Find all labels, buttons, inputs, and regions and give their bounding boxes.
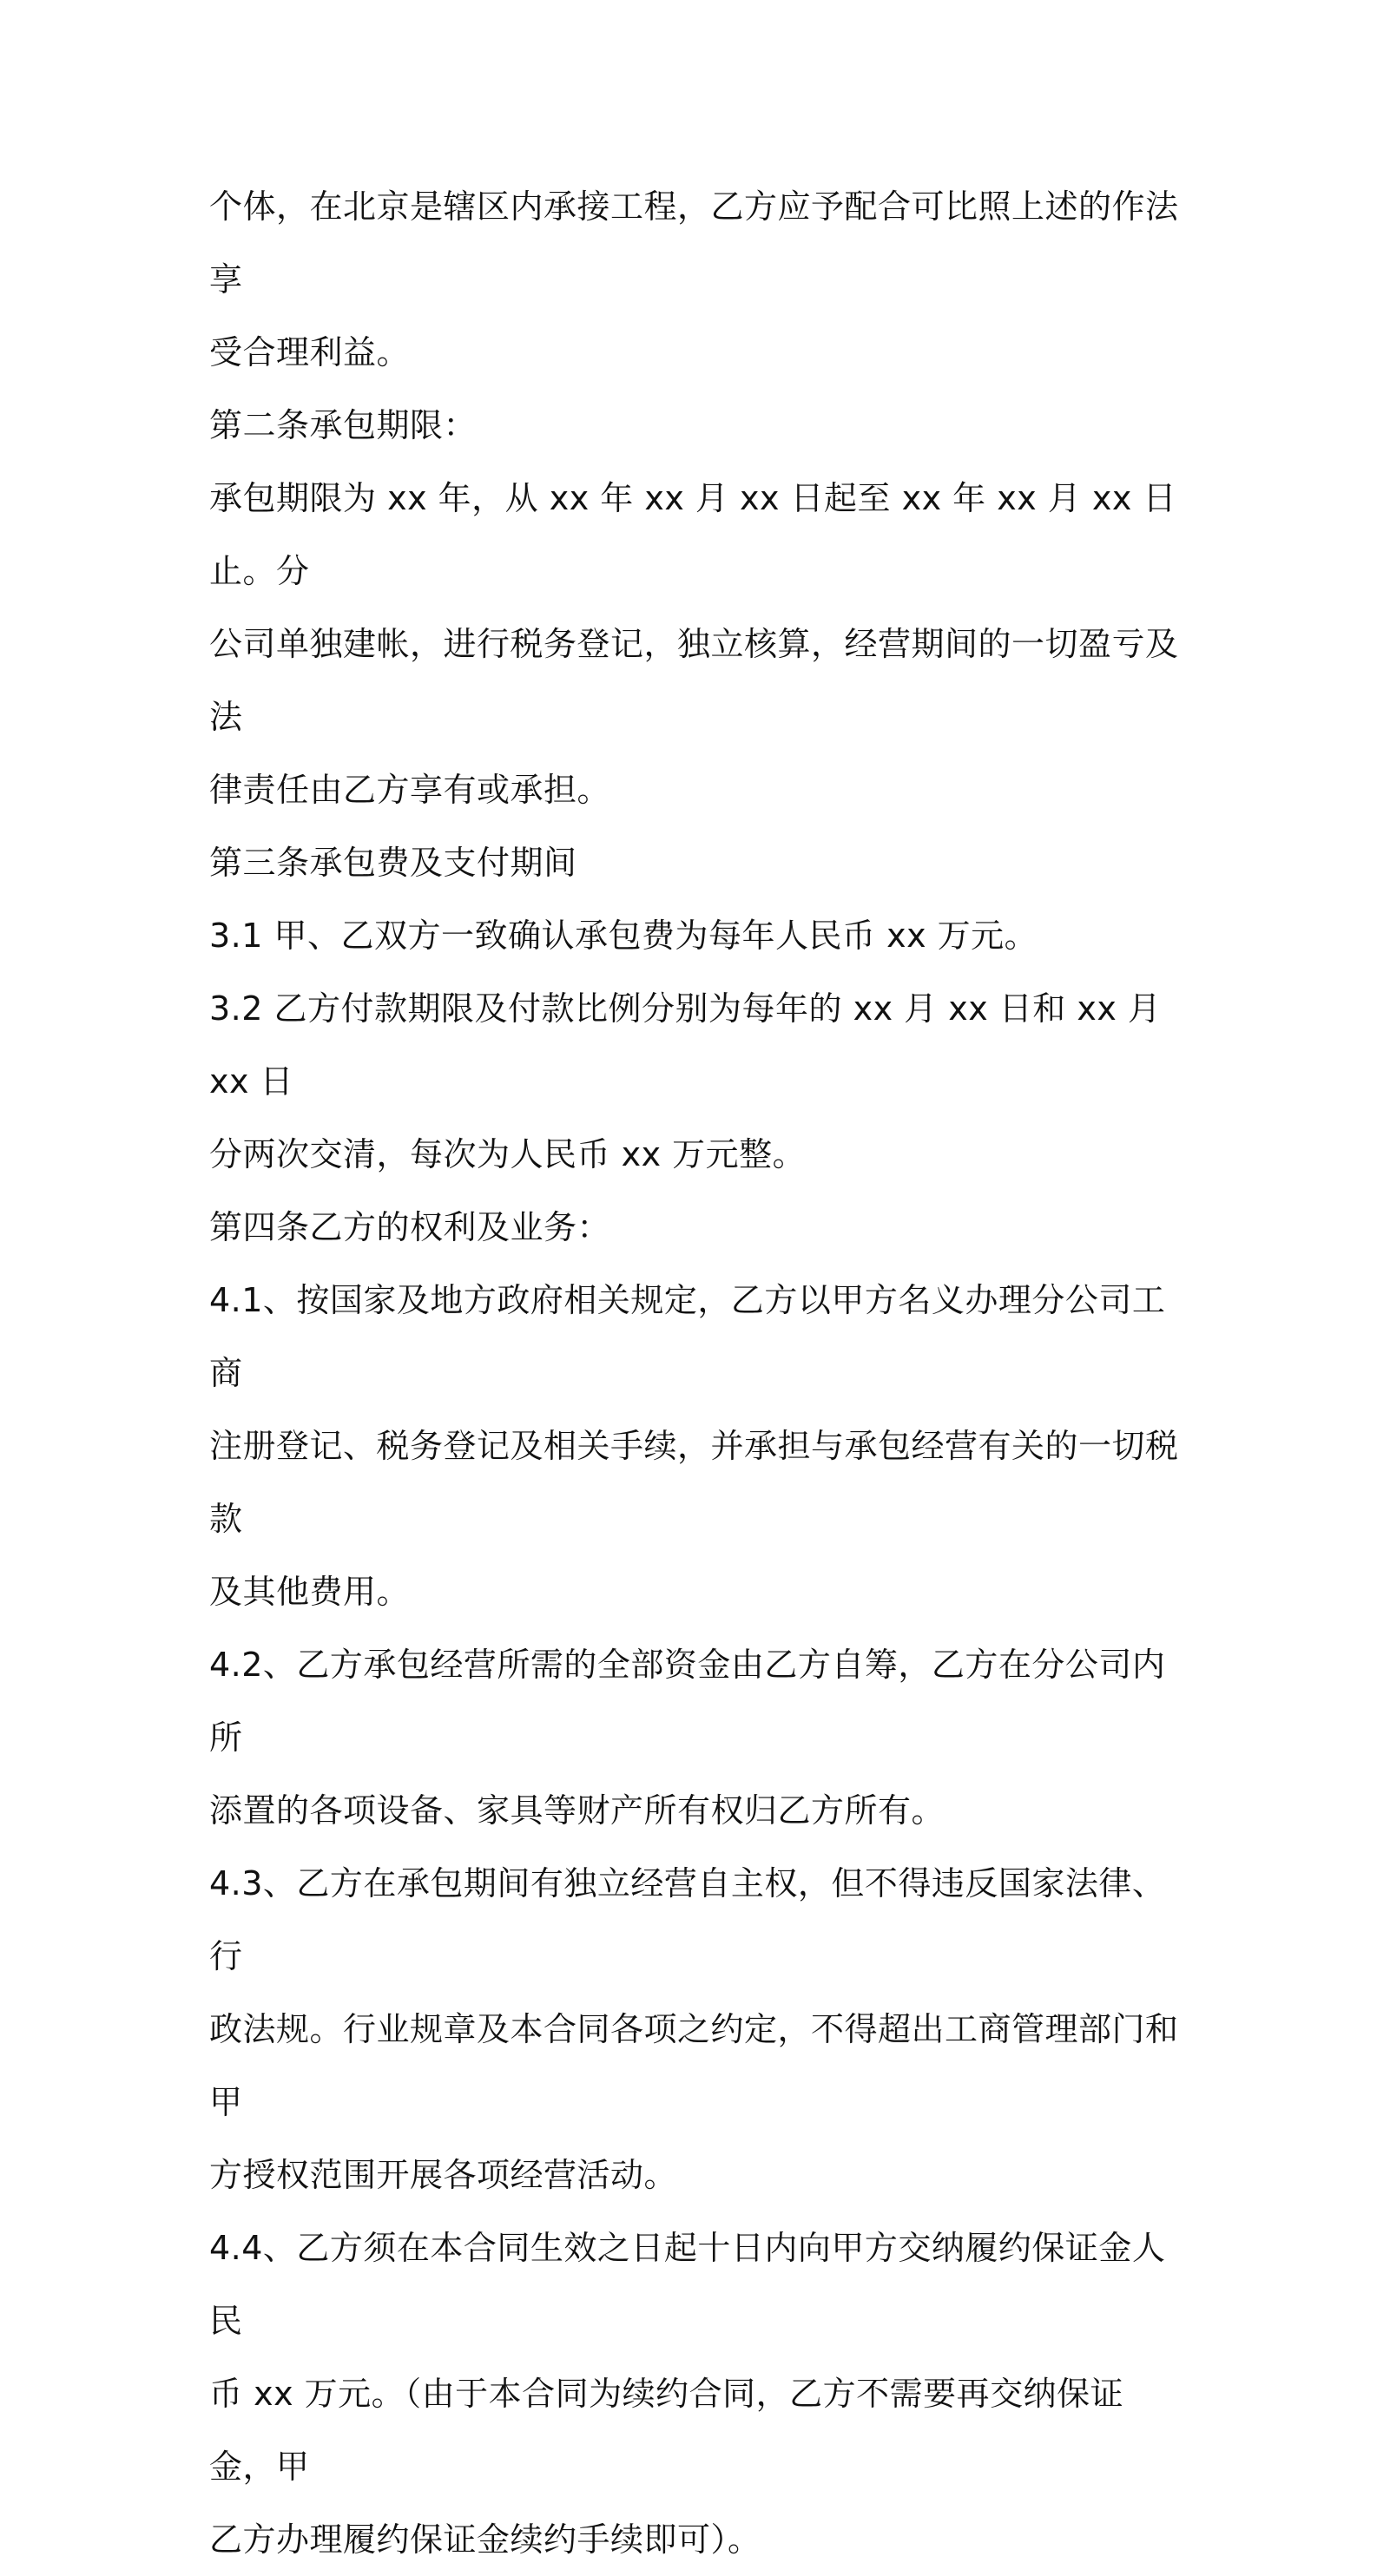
text-line: 4.4、乙方须在本合同生效之日起十日内向甲方交纳履约保证金人民 xyxy=(209,2229,1166,2340)
text-line: 注册登记、税务登记及相关手续，并承担与承包经营有关的一切税款 xyxy=(209,1427,1179,1538)
clause-3-2 xyxy=(209,972,1183,1191)
text-line: 受合理利益。 xyxy=(209,333,411,371)
document-body xyxy=(209,170,1183,2576)
text-line: 承包期限为 xx 年，从 xx 年 xx 月 xx 日起至 xx 年 xx 月 xx 日止。分 xyxy=(209,479,1176,590)
heading-text: 第三条承包费及支付期间 xyxy=(209,844,577,882)
text-line: 方授权范围开展各项经营活动。 xyxy=(209,2156,678,2194)
text-line: 政法规。行业规章及本合同各项之约定，不得超出工商管理部门和甲 xyxy=(209,2010,1179,2121)
text-line: 4.3、乙方在承包期间有独立经营自主权，但不得违反国家法律、行 xyxy=(209,1864,1166,1975)
clause-4-2 xyxy=(209,1628,1183,1847)
text-line: 4.1、按国家及地方政府相关规定，乙方以甲方名义办理分公司工商 xyxy=(209,1281,1166,1392)
text-line: 3.2 乙方付款期限及付款比例分别为每年的 xx 月 xx 日和 xx 月 xx 日 xyxy=(209,989,1173,1101)
paragraph-continuation xyxy=(209,170,1183,389)
text-line: 乙方办理履约保证金续约手续即可）。 xyxy=(209,2520,761,2559)
section-heading-fee xyxy=(209,826,1183,899)
section-heading-term xyxy=(209,389,1183,462)
clause-4-3 xyxy=(209,1847,1183,2211)
clause-3-1 xyxy=(209,899,1183,972)
clause-4-4 xyxy=(209,2211,1183,2576)
text-line: 分两次交清，每次为人民币 xx 万元整。 xyxy=(209,1135,807,1173)
text-line: 律责任由乙方享有或承担。 xyxy=(209,771,611,809)
text-line: 添置的各项设备、家具等财产所有权归乙方所有。 xyxy=(209,1791,945,1830)
paragraph-term xyxy=(209,462,1183,826)
clause-4-1 xyxy=(209,1264,1183,1628)
text-line: 3.1 甲、乙双方一致确认承包费为每年人民币 xx 万元。 xyxy=(209,917,1038,955)
text-line: 及其他费用。 xyxy=(209,1573,411,1611)
heading-text: 第二条承包期限： xyxy=(209,406,478,444)
text-line: 个体，在北京是辖区内承接工程，乙方应予配合可比照上述的作法享 xyxy=(209,187,1179,299)
heading-text: 第四条乙方的权利及业务： xyxy=(209,1208,611,1246)
text-line: 币 xx 万元。（由于本合同为续约合同，乙方不需要再交纳保证金，甲 xyxy=(209,2375,1124,2486)
text-line: 4.2、乙方承包经营所需的全部资金由乙方自筹，乙方在分公司内所 xyxy=(209,1646,1166,1757)
text-line: 公司单独建帐，进行税务登记，独立核算，经营期间的一切盈亏及法 xyxy=(209,625,1179,736)
section-heading-rights xyxy=(209,1191,1183,1264)
